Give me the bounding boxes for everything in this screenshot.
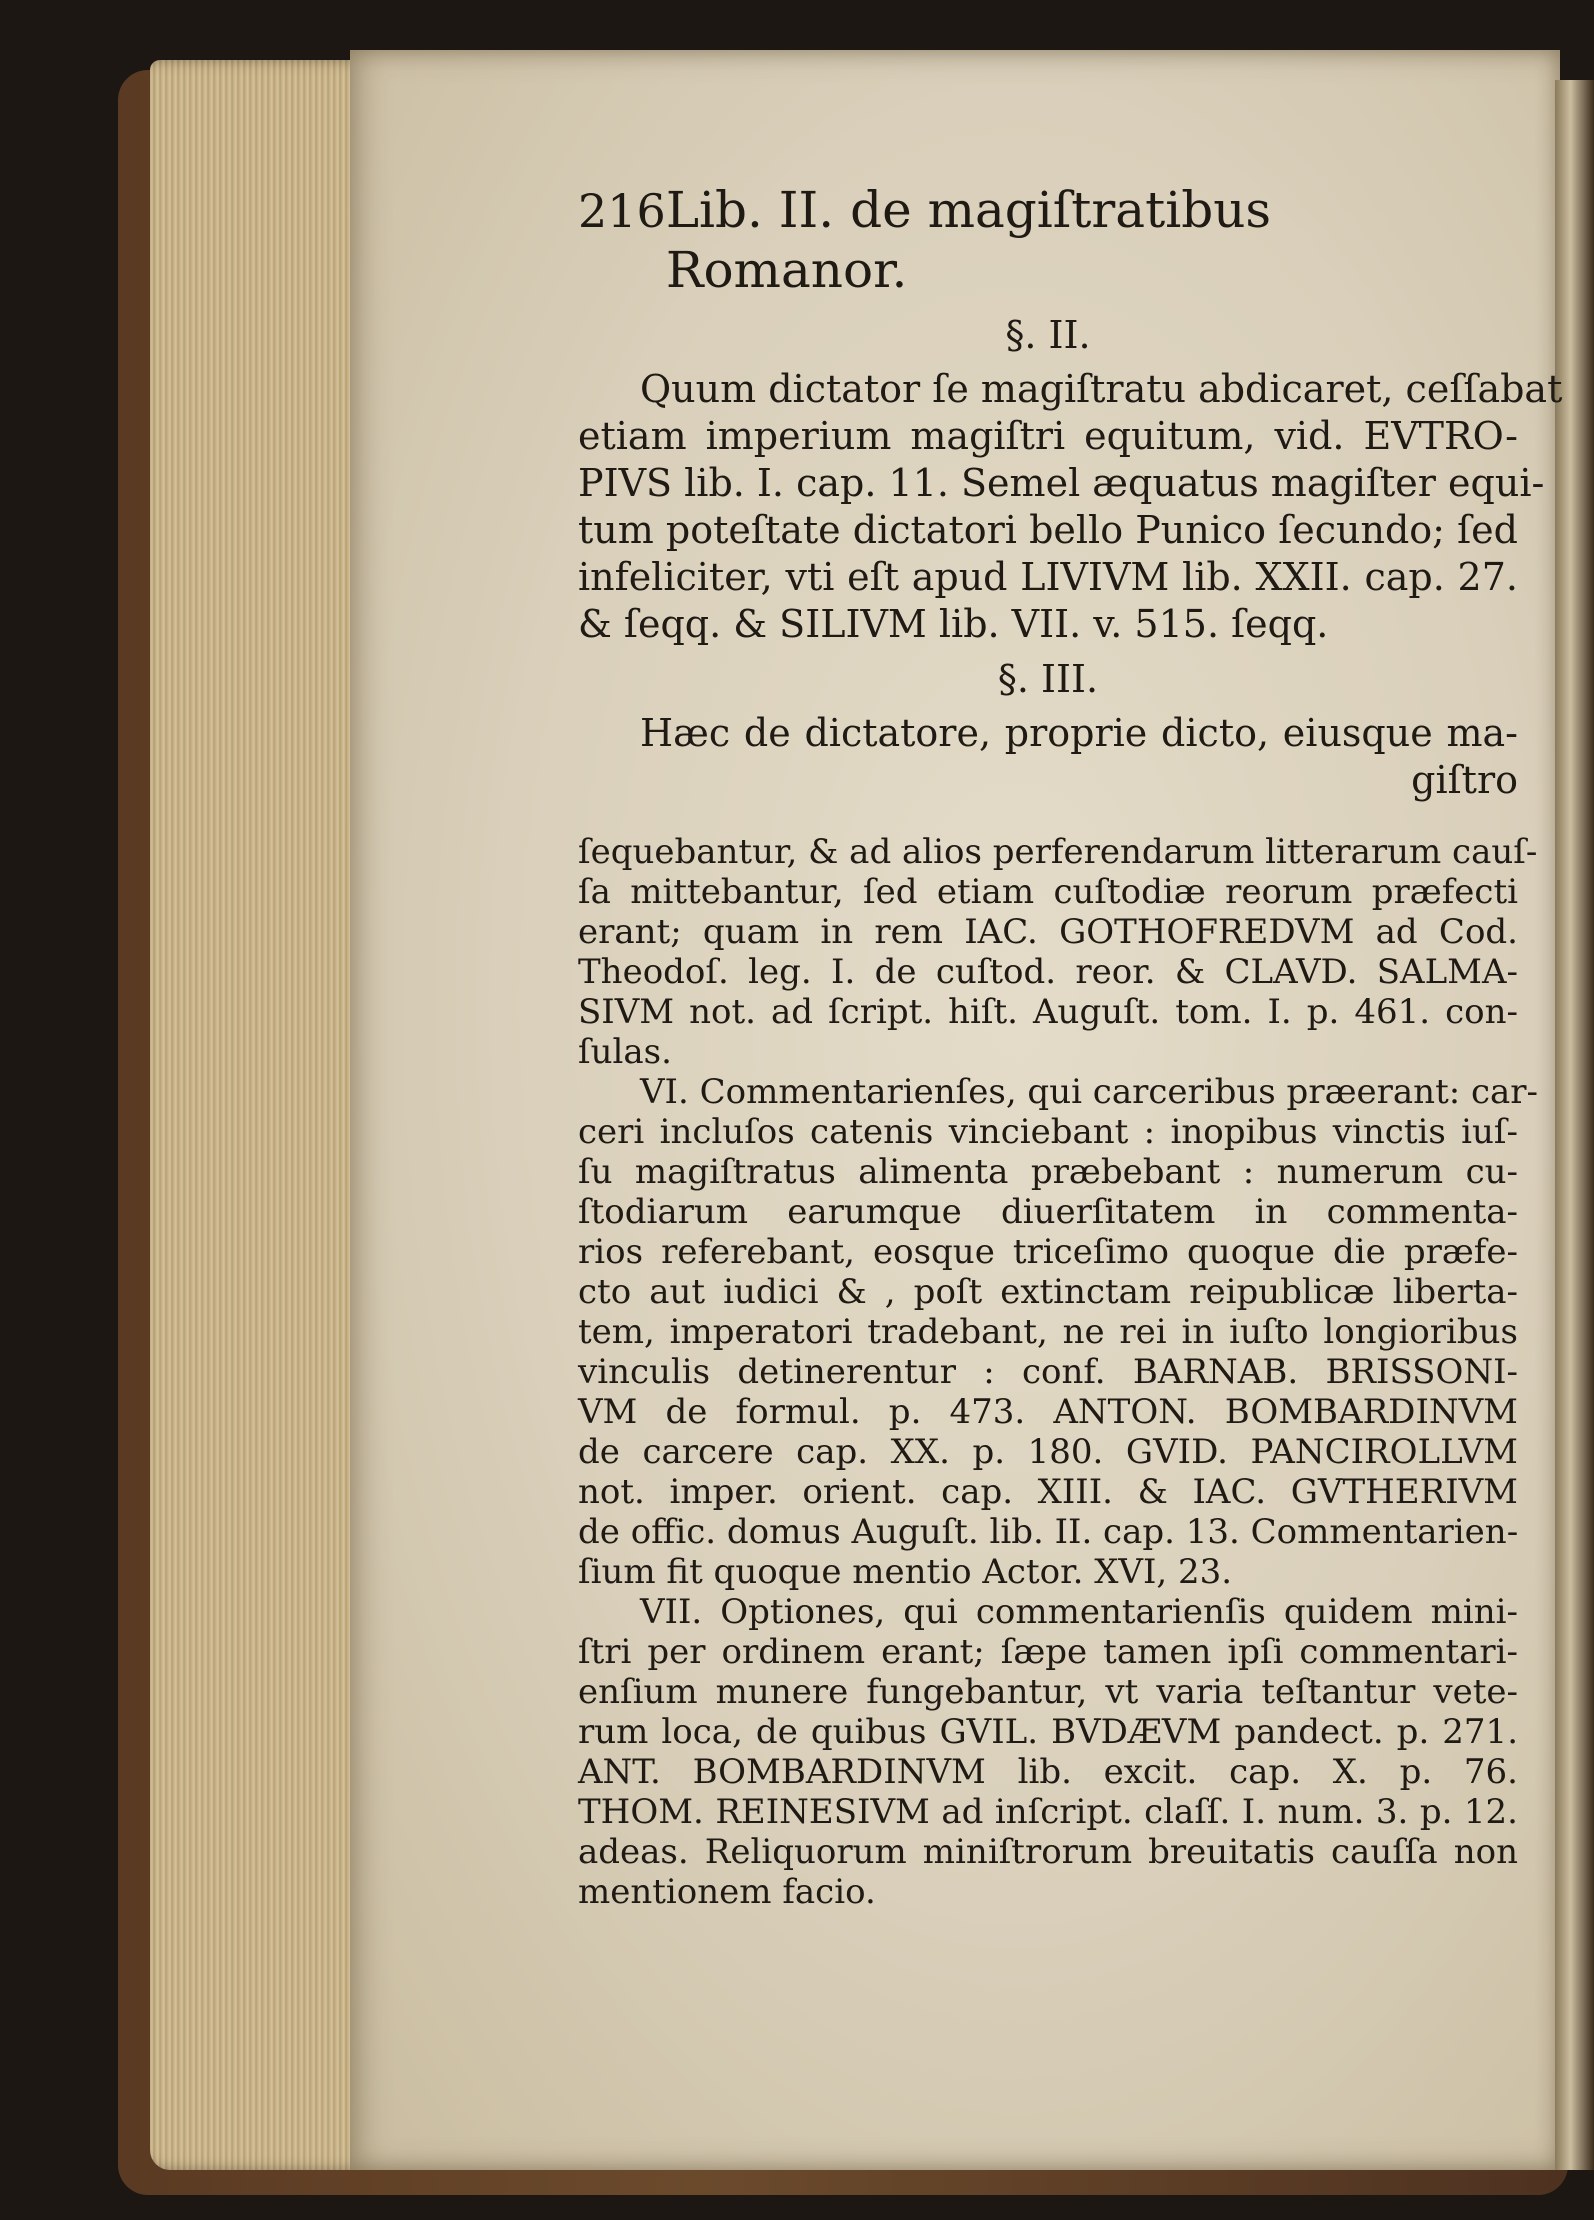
- text-line: tem, imperatori tradebant, ne rei in iuſto longioribus: [578, 1312, 1518, 1352]
- text-line: infeliciter, vti eſt apud LIVIVM lib. XXII. cap. 27.: [578, 555, 1518, 599]
- text-line: mentionem facio.: [578, 1872, 876, 1912]
- running-header: [578, 180, 1518, 300]
- text-line: Quum dictator ſe magiſtratu abdicaret, ceſſabat: [640, 367, 1563, 411]
- text-line: Hæc de dictatore, proprie dicto, eiusque ma-: [640, 711, 1518, 755]
- text-line: not. imper. orient. cap. XIII. & IAC. GVTHERIVM: [578, 1472, 1518, 1512]
- text-line: Theodoſ. leg. I. de cuſtod. reor. & CLAVD. SALMA-: [578, 952, 1518, 992]
- text-line: ſtri per ordinem erant; ſæpe tamen ipſi commentari-: [578, 1632, 1518, 1672]
- paragraph-vi: [578, 1072, 1539, 1592]
- text-line: rios referebant, eosque triceſimo quoque die præfe-: [578, 1232, 1518, 1272]
- text-line: adeas. Reliquorum miniſtrorum breuitatis cauſſa non: [578, 1832, 1518, 1872]
- text-line: ſa mittebantur, ſed etiam cuſtodiæ reorum præfecti: [578, 872, 1518, 912]
- page-number: 216: [578, 184, 666, 238]
- running-title: Lib. II. de magiſtratibus Romanor.: [665, 181, 1272, 299]
- paragraph: [578, 710, 1518, 757]
- paragraph-vii: [578, 1592, 1518, 1912]
- text-line: ſulas.: [578, 1032, 672, 1072]
- text-line: ſium fit quoque mentio Actor. XVI, 23.: [578, 1552, 1233, 1592]
- text-line: de carcere cap. XX. p. 180. GVID. PANCIROLLVM: [578, 1432, 1518, 1472]
- text-line: ceri incluſos catenis vinciebant : inopibus vinctis iuſ-: [578, 1112, 1518, 1152]
- text-line: ſu magiſtratus alimenta præbebant : numerum cu-: [578, 1152, 1518, 1192]
- text-line: SIVM not. ad ſcript. hiſt. Auguſt. tom. I. p. 461. con-: [578, 992, 1518, 1032]
- text-line: de offic. domus Auguſt. lib. II. cap. 13. Commentarien-: [578, 1512, 1519, 1552]
- text-line: THOM. REINESIVM ad inſcript. claſſ. I. num. 3. p. 12.: [578, 1792, 1518, 1832]
- page-text: [578, 180, 1563, 1912]
- paragraph: [578, 366, 1563, 648]
- inserted-paragraph: [578, 832, 1538, 1072]
- text-line: VM de formul. p. 473. ANTON. BOMBARDINVM: [578, 1392, 1518, 1432]
- text-line: tum poteſtate dictatori bello Punico ſecundo; ſed: [578, 508, 1518, 552]
- text-line: ANT. BOMBARDINVM lib. excit. cap. X. p. 76.: [578, 1752, 1518, 1792]
- text-line: PIVS lib. I. cap. 11. Semel æquatus magiſter equi-: [578, 461, 1545, 505]
- catchword: giſtro: [1411, 758, 1518, 802]
- text-line: ſequebantur, & ad alios perferendarum litterarum cauſ-: [578, 832, 1538, 872]
- text-line: & ſeqq. & SILIVM lib. VII. v. 515. ſeqq.: [578, 602, 1329, 646]
- text-line: VI. Commentarienſes, qui carceribus præerant: car-: [640, 1072, 1539, 1112]
- text-line: VII. Optiones, qui commentarienſis quidem mini-: [640, 1592, 1518, 1632]
- section-heading: §. III.: [997, 657, 1099, 701]
- text-line: cto aut iudici & , poſt extinctam reipublicæ liberta-: [578, 1272, 1518, 1312]
- page-block-edge: [150, 60, 370, 2170]
- text-line: rum loca, de quibus GVIL. BVDÆVM pandect. p. 271.: [578, 1712, 1518, 1752]
- text-line: enſium munere fungebantur, vt varia teſtantur vete-: [578, 1672, 1518, 1712]
- text-line: etiam imperium magiſtri equitum, vid. EVTRO-: [578, 414, 1518, 458]
- section-heading: §. II.: [1005, 313, 1091, 357]
- text-line: ſtodiarum earumque diuerſitatem in commenta-: [578, 1192, 1518, 1232]
- text-line: erant; quam in rem IAC. GOTHOFREDVM ad Cod.: [578, 912, 1518, 952]
- text-line: vinculis detinerentur : conf. BARNAB. BRISSONI-: [578, 1352, 1518, 1392]
